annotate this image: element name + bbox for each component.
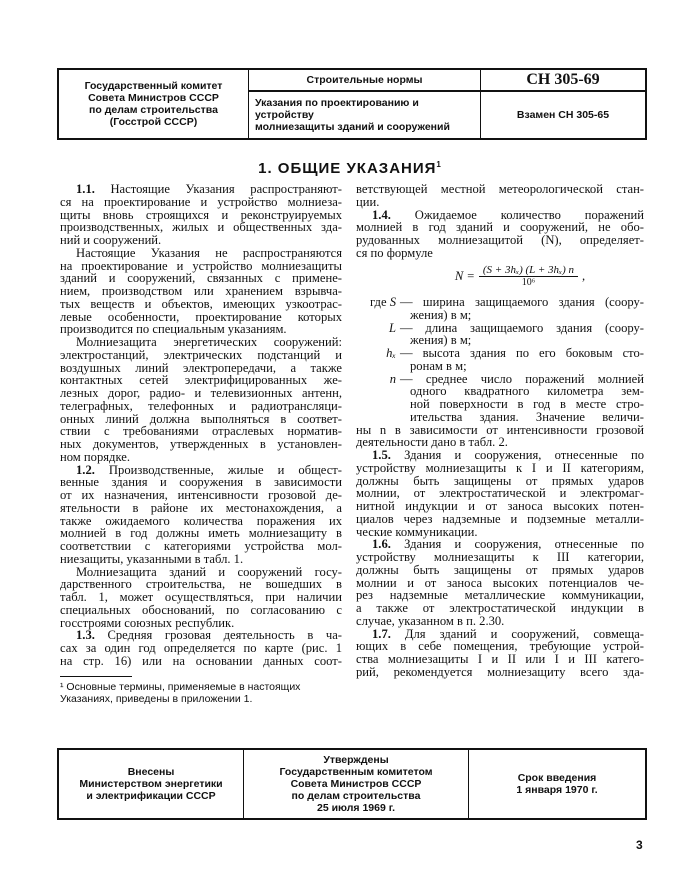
- line-text: молнии, от электростатической и электромаг-: [356, 486, 644, 501]
- section-title: [0, 160, 700, 177]
- line-text: зданий и сооружений, связанных с примене-: [60, 271, 342, 286]
- org-line: Совета Министров СССР: [88, 92, 219, 104]
- text-line: [60, 655, 342, 668]
- line-text: устройству молниезащиты к III категории,: [356, 550, 644, 564]
- paragraph: [60, 247, 342, 336]
- text-line: [356, 666, 644, 679]
- org-line: (Госстрой СССР): [109, 116, 198, 128]
- text-line: — длина защищаемого здания (соору-: [400, 320, 644, 335]
- line-text: Ожидаемое количество поражений: [390, 207, 644, 222]
- line-text: ющих в себе помещения, требующие устрой-: [356, 639, 644, 654]
- definition-lead: где: [370, 295, 387, 309]
- line-text: должны быть защищены от прямых ударов: [356, 562, 644, 577]
- line-text: левые особенности, проектирование которых: [60, 309, 342, 324]
- org-line: Государственный комитет: [84, 80, 223, 92]
- title-line: Указания по проектированию и устройству: [255, 97, 419, 121]
- line-text: производится по специальным указаниям.: [60, 322, 287, 337]
- line-text: на стр. 16) или на основании данных соот-: [60, 653, 342, 668]
- line-text: молнии и от заноса высоких потенциалов че-: [356, 575, 644, 590]
- formula-denominator: 10⁶: [521, 277, 536, 289]
- org-line: по делам строительства: [89, 104, 218, 116]
- left-column: [60, 183, 342, 668]
- symbol-text: n: [389, 371, 396, 386]
- approved-by: [244, 750, 469, 818]
- line-text: Здания и сооружения, отнесенные по: [390, 448, 644, 462]
- footer-line: Государственным комитетом: [279, 766, 433, 778]
- footnote-divider: [60, 676, 132, 677]
- definition-text: [400, 373, 644, 424]
- line-text: тых веществ и объектов, имеющих узкоотрас-: [60, 296, 342, 311]
- issuing-organization: [59, 70, 249, 138]
- header-table: [57, 68, 647, 140]
- line-text: ствии с требованиями отраслевых норматив-: [60, 424, 342, 439]
- clause-number: 1.1.: [76, 182, 95, 196]
- line-text: контактных сетей электрифицированных же-: [60, 373, 342, 388]
- line-text: соответствии с категориями устройства мол-: [60, 539, 342, 553]
- text-line: ронам в м;: [410, 358, 467, 373]
- line-text: деятельности дано в табл. 2.: [356, 435, 508, 450]
- line-text: ческие коммуникации.: [356, 524, 478, 539]
- footer-line: Внесены: [127, 766, 175, 778]
- line-text: Настоящие Указания не распространяются: [76, 245, 342, 260]
- clause-number: 1.7.: [372, 626, 391, 641]
- replaces-note: Взамен СН 305-65: [516, 109, 610, 121]
- line-text: Производственные, жилые и общест-: [94, 462, 342, 477]
- line-text: Молниезащита энергетических сооружений:: [76, 335, 342, 349]
- line-text: молнией в год должны иметь молниезащиту в: [60, 526, 342, 541]
- line-text: онных линий должна выполняться в соответ-: [60, 411, 342, 426]
- line-text: рудованных молниезащитой (N), определяет-: [356, 233, 644, 247]
- footer-line: по делам строительства: [291, 790, 421, 802]
- line-text: Для зданий и сооружений, совмеща-: [390, 626, 644, 641]
- line-text: ства молниезащиты I и II или I и III катего-: [356, 652, 644, 666]
- text-line: ной поверхности в год в месте стро-: [410, 397, 644, 411]
- clause-number: 1.5.: [372, 448, 391, 462]
- clause-number: 1.6.: [372, 537, 391, 552]
- document-code: СН 305-69: [481, 70, 645, 92]
- footer-line: 25 июля 1969 г.: [317, 802, 395, 814]
- line-text: щиты вновь строящихся и реконструируемых: [60, 207, 342, 222]
- text-line: жения) в м;: [410, 307, 472, 322]
- formula-lhs: N =: [454, 269, 475, 284]
- line-text: должны быть защищены от прямых ударов: [356, 473, 644, 488]
- line-text: Средняя грозовая деятельность в ча-: [94, 628, 342, 643]
- line-text: нием, производством или хранением взрывча-: [60, 284, 342, 298]
- text-line: [356, 183, 644, 196]
- line-text: ся по формуле: [356, 245, 433, 260]
- paragraph: [60, 183, 342, 247]
- paragraph: [60, 464, 342, 566]
- line-text: телеграфных, телефонных и радиотрансляци-: [60, 398, 342, 413]
- page-number: 3: [636, 838, 643, 852]
- title-line: молниезащиты зданий и сооружений: [255, 121, 450, 133]
- line-text: от их назначения, интенсивности грозовой де-: [60, 488, 342, 502]
- line-text: ных документов, утвержденных в установлен-: [60, 437, 342, 451]
- formula-numerator: (S + 3hₓ) (L + 3hₓ) n: [479, 264, 578, 278]
- line-text: ном порядке.: [60, 449, 130, 464]
- line-text: специальных обоснований, по согласованию с: [60, 602, 342, 617]
- line-text: а также от электростатической индукции в: [356, 601, 644, 615]
- definition: [356, 347, 644, 373]
- text-line: — ширина защищаемого здания (соору-: [400, 295, 644, 309]
- line-text: случае, указанном в п. 2.30.: [356, 613, 505, 628]
- symbol-text: L: [388, 320, 396, 335]
- effective-date: [469, 750, 645, 818]
- clause-number: 1.3.: [76, 628, 95, 643]
- footer-line: Министерством энергетики: [79, 778, 223, 790]
- definition-symbol: [356, 373, 400, 424]
- section-title-text: 1. ОБЩИЕ УКАЗАНИЯ: [258, 160, 437, 177]
- definition-text: [400, 322, 644, 348]
- definition-symbol: [356, 296, 400, 322]
- footer-line: 1 января 1970 г.: [516, 784, 598, 796]
- line-text: Молниезащита зданий и сооружений госу-: [76, 564, 342, 579]
- line-text: электростанций, электрических подстанций и: [60, 347, 342, 362]
- definition-text: [400, 347, 644, 373]
- paragraph: [356, 449, 644, 538]
- definition-symbol: [356, 347, 400, 373]
- definition-symbol: [356, 322, 400, 348]
- line-text: циалов через надземные и подземные металли-: [356, 511, 644, 526]
- symbol-text: S: [389, 295, 396, 309]
- line-text: ции.: [356, 194, 380, 209]
- text-line: ительства здания. Значение величи-: [410, 409, 644, 424]
- paragraph: [356, 183, 644, 209]
- line-text: лезных дорог, радио- и телевизионных антенн,: [60, 386, 342, 400]
- text-line: — среднее число поражений молнией: [400, 371, 644, 386]
- line-text: производственных, жилых и общественных зда-: [60, 220, 342, 235]
- text-line: — высота здания по его боковым сто-: [400, 346, 644, 360]
- submitted-by: [59, 750, 244, 818]
- footer-line: и электрификации СССР: [86, 790, 216, 802]
- line-text: дарственного строительства, не вошедших в: [60, 577, 342, 592]
- footer-line: Совета Министров СССР: [290, 778, 422, 790]
- line-text: рез надземные металлические коммуникации,: [356, 588, 644, 603]
- paragraph: [60, 629, 342, 667]
- line-text: ниезащиты, указанными в табл. 1.: [60, 551, 244, 566]
- paragraph: [356, 628, 644, 679]
- clause-number: 1.4.: [372, 207, 391, 222]
- line-text: ся на проектирование и устройство молниеза-: [60, 194, 342, 209]
- document-category: Строительные нормы: [249, 70, 480, 92]
- line-text: устройству молниезащиты к I и II категориям,: [356, 460, 644, 475]
- footer-line: Срок введения: [517, 772, 597, 784]
- definition: [356, 296, 644, 322]
- line-text: венные здания и сооружения в зависимости: [60, 475, 342, 490]
- line-text: на проектирование и устройство молниезащиты: [60, 258, 342, 273]
- line-text: госстроями союзных республик.: [60, 615, 235, 630]
- paragraph: [356, 538, 644, 627]
- definition: [356, 373, 644, 424]
- footnote: ¹ Основные термины, применяемые в настоящих Указаниях, приведены в приложении 1.: [60, 681, 301, 705]
- line-text: рий, рекомендуется молниезащиту всего зда-: [356, 664, 644, 679]
- formula-comma: ,: [582, 269, 586, 284]
- clause-number: 1.2.: [76, 462, 95, 477]
- right-column: [356, 183, 644, 679]
- text-line: [356, 247, 644, 260]
- line-text: ний и сооружений.: [60, 233, 162, 247]
- paragraph: [356, 209, 644, 260]
- line-text: ятельности в районе их местонахождения, а: [60, 500, 342, 515]
- paragraph: [60, 336, 342, 464]
- line-text: молнией в год зданий и сооружений, не обо-: [356, 220, 644, 235]
- line-text: нитной индукции и от заноса высоких потен-: [356, 499, 644, 513]
- footer-line: Утверждены: [323, 754, 389, 766]
- definition: [356, 322, 644, 348]
- text-line: жения) в м;: [410, 333, 472, 348]
- footer-table: [57, 748, 647, 820]
- line-text: Здания и сооружения, отнесенные по: [390, 537, 644, 552]
- text-line: одного квадратного километра зем-: [410, 384, 644, 399]
- document-title: [249, 92, 480, 138]
- formula: [396, 264, 644, 291]
- line-text: также ожидаемого количества поражения их: [60, 513, 342, 528]
- footnote-mark: 1: [436, 160, 442, 169]
- line-text: ветствующей местной метеорологической стан-: [356, 182, 644, 196]
- line-text: Настоящие Указания распространяют-: [94, 182, 342, 196]
- line-text: сах за один год определяется по карте (рис. 1: [60, 641, 342, 655]
- symbol-text: hₓ: [386, 346, 396, 360]
- paragraph: [60, 566, 342, 630]
- paragraph: [356, 424, 644, 450]
- line-text: ны n в зависимости от интенсивности грозовой: [356, 422, 644, 437]
- definition-text: [400, 296, 644, 322]
- line-text: табл. 1, может осуществляться, при наличии: [60, 590, 342, 604]
- line-text: воздушных линий электропередачи, а также: [60, 360, 342, 375]
